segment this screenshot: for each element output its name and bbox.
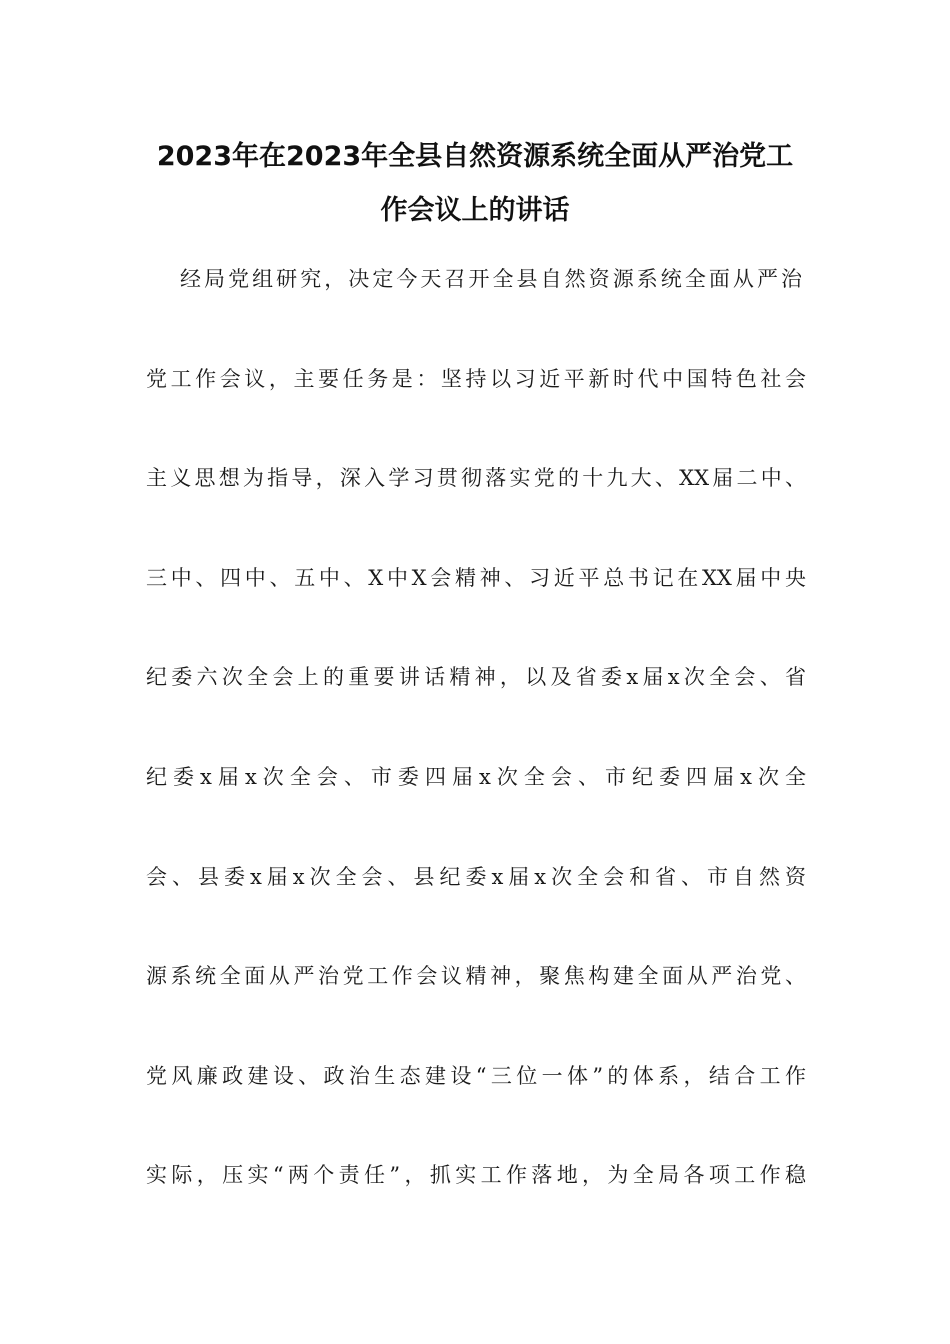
document-title-line-2: 作会议上的讲话: [380, 195, 570, 226]
paragraph-line-8: 源系统全面从严治党工作会议精神，聚焦构建全面从严治党、: [146, 964, 806, 988]
paragraph-line-5: 纪委六次全会上的重要讲话精神，以及省委x届x次全会、省: [146, 665, 806, 689]
paragraph-line-3: 主义思想为指导，深入学习贯彻落实党的十九大、XX届二中、: [146, 466, 806, 490]
paragraph-line-1: 经局党组研究，决定今天召开全县自然资源系统全面从严治: [180, 267, 802, 291]
paragraph-line-6: 纪委x届x次全会、市委四届x次全会、市纪委四届x次全: [146, 765, 806, 789]
paragraph-line-2: 党工作会议，主要任务是：坚持以习近平新时代中国特色社会: [146, 367, 806, 391]
paragraph-line-4: 三中、四中、五中、X中X会精神、习近平总书记在XX届中央: [146, 566, 806, 590]
paragraph-line-10: 实际，压实“两个责任”，抓实工作落地，为全局各项工作稳: [146, 1163, 806, 1187]
paragraph-line-7: 会、县委x届x次全会、县纪委x届x次全会和省、市自然资: [146, 865, 806, 889]
paragraph-line-9: 党风廉政建设、政治生态建设“三位一体”的体系，结合工作: [146, 1064, 806, 1088]
document-title-line-1: 2023年在2023年全县自然资源系统全面从严治党工: [156, 141, 794, 172]
